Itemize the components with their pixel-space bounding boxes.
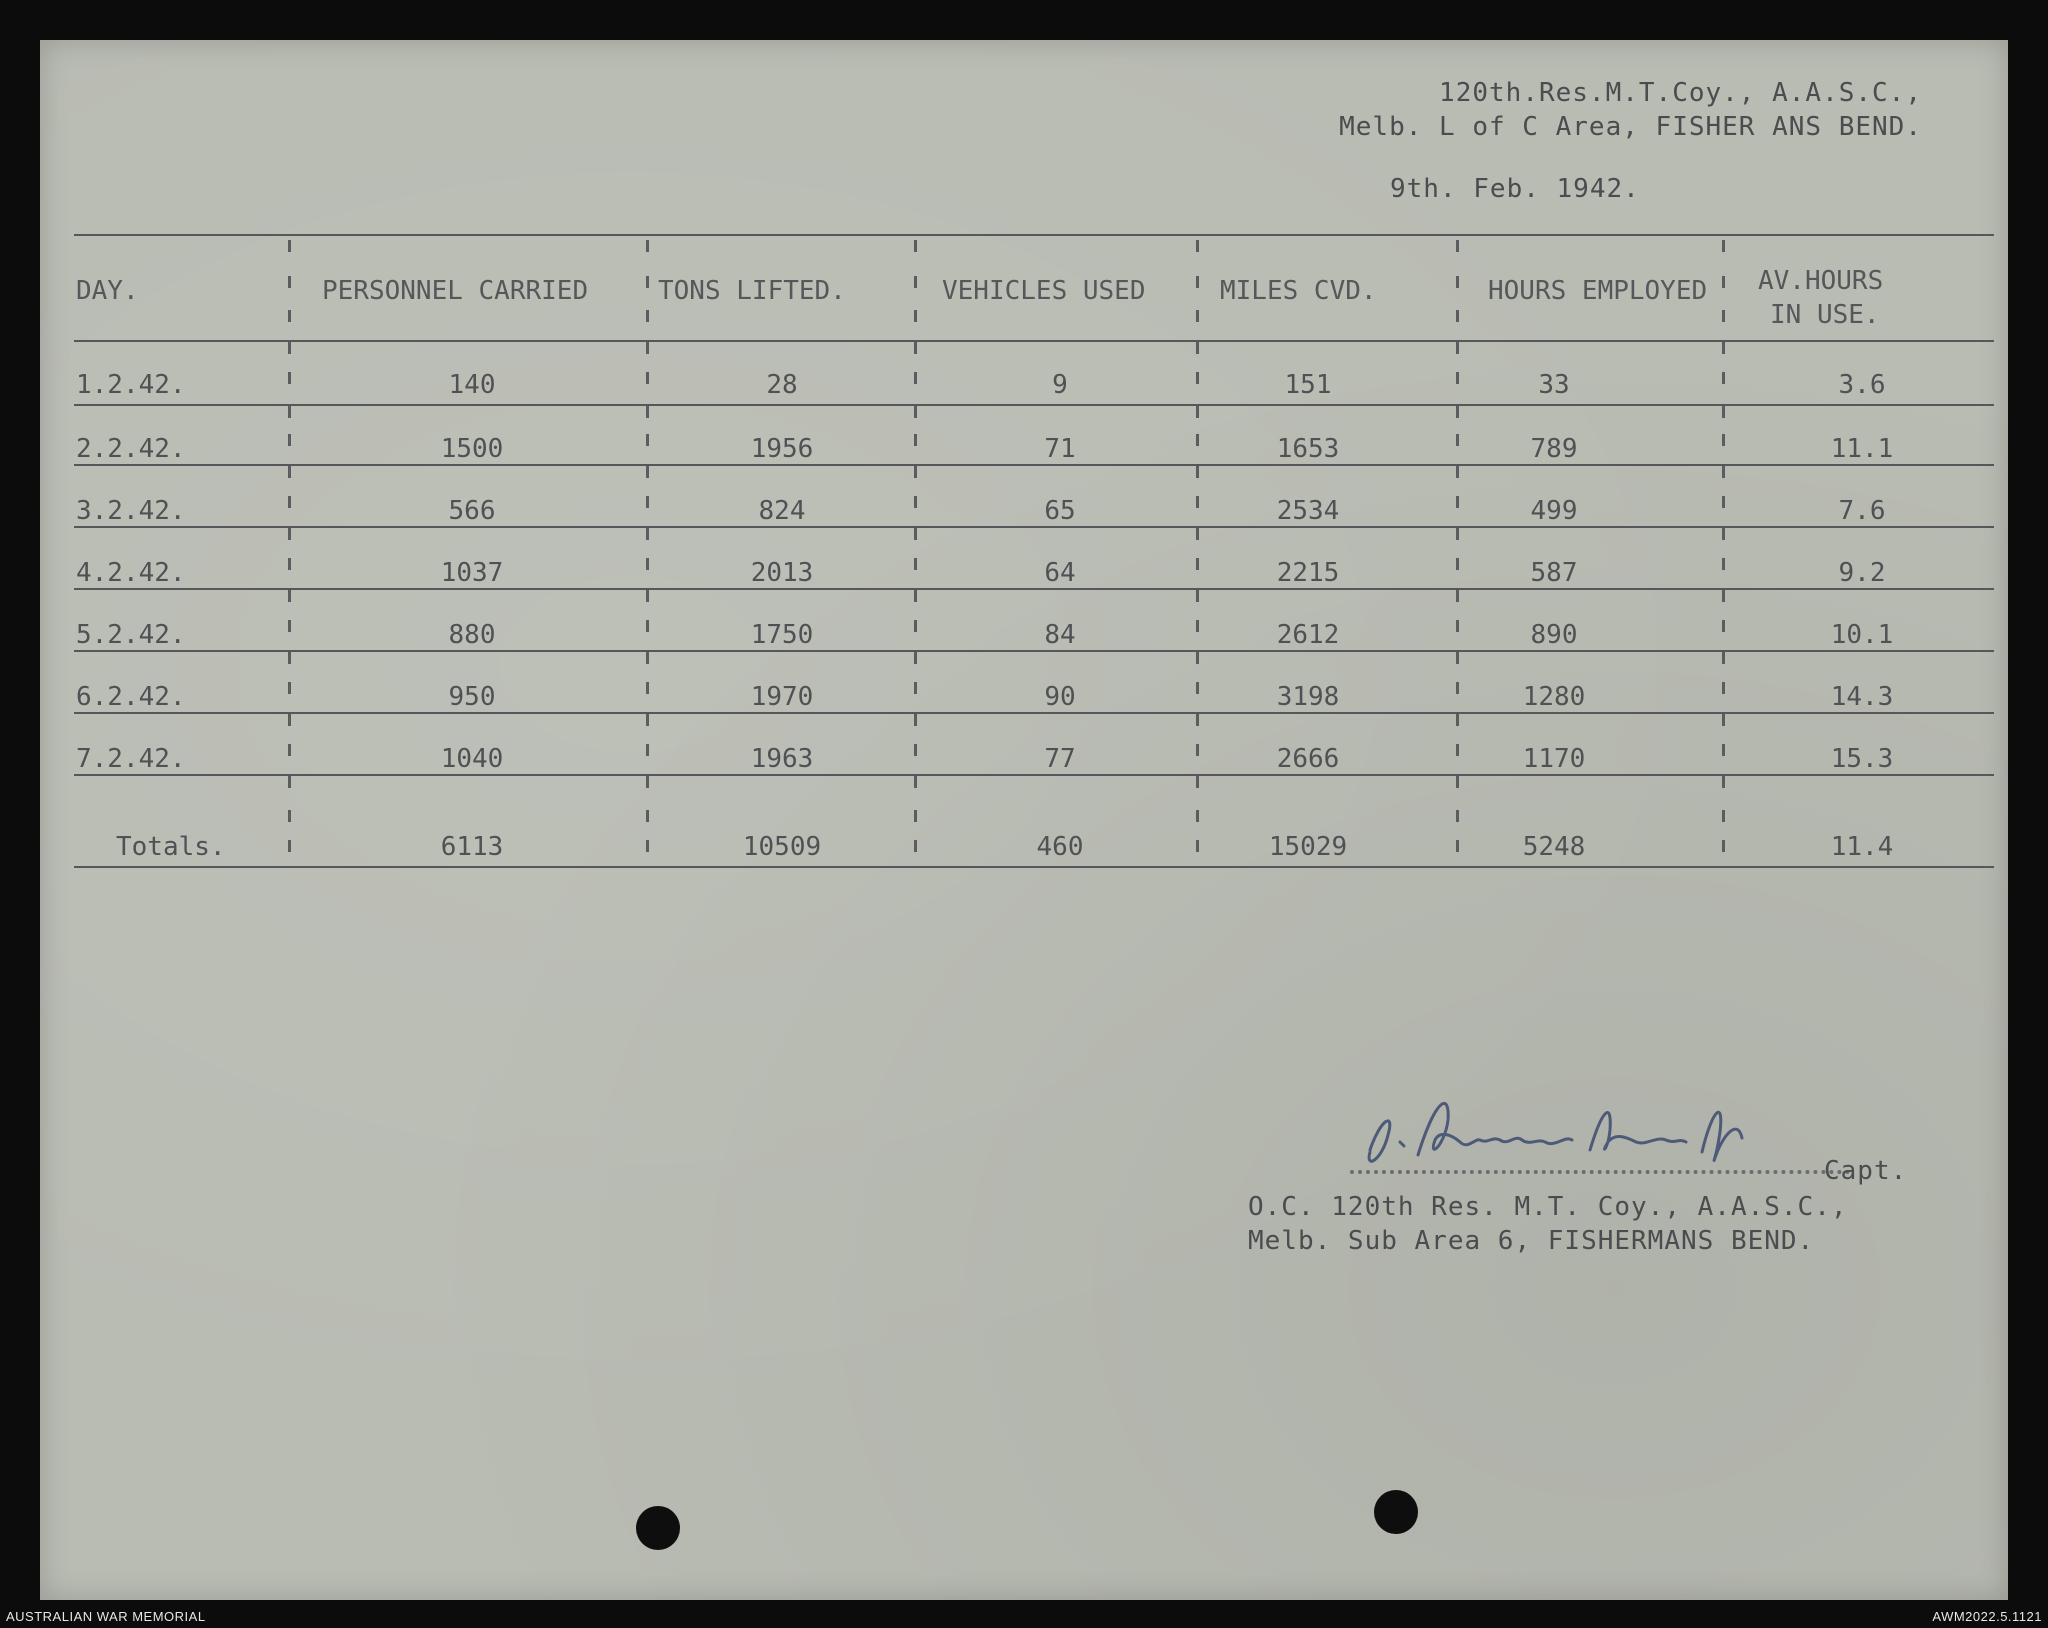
row-7-avhours: 15.3 xyxy=(1830,744,1894,774)
column-tick xyxy=(288,342,291,354)
row-7-vehicles: 77 xyxy=(1044,744,1076,774)
column-tick xyxy=(646,342,649,354)
column-tick xyxy=(288,620,291,632)
column-tick xyxy=(646,840,649,852)
column-tick xyxy=(1456,528,1459,540)
table-bottom-rule xyxy=(74,866,1994,868)
column-tick xyxy=(1196,434,1199,446)
row-2-tons: 1956 xyxy=(750,434,814,464)
column-tick xyxy=(914,342,917,354)
col-header-miles: MILES CVD. xyxy=(1220,276,1377,306)
column-tick xyxy=(1196,310,1199,322)
row-7-day: 7.2.42. xyxy=(76,744,186,774)
column-tick xyxy=(914,372,917,384)
row-4-tons: 2013 xyxy=(750,558,814,588)
column-tick xyxy=(646,744,649,756)
column-tick xyxy=(646,652,649,664)
column-tick xyxy=(1722,310,1725,322)
row-rule xyxy=(74,588,1994,590)
column-tick xyxy=(1456,714,1459,726)
column-tick xyxy=(914,240,917,252)
column-tick xyxy=(288,590,291,602)
column-tick xyxy=(1456,744,1459,756)
column-tick xyxy=(1722,810,1725,822)
row-4-hours: 587 xyxy=(1530,558,1578,588)
reference-caption: AWM2022.5.1121 xyxy=(1932,1609,2042,1624)
column-tick xyxy=(646,276,649,288)
col-header-tons: TONS LIFTED. xyxy=(658,276,846,306)
column-tick xyxy=(1722,714,1725,726)
row-4-day: 4.2.42. xyxy=(76,558,186,588)
column-tick xyxy=(1456,810,1459,822)
column-tick xyxy=(1196,276,1199,288)
column-tick xyxy=(914,310,917,322)
row-rule xyxy=(74,464,1994,466)
column-tick xyxy=(288,240,291,252)
column-tick xyxy=(914,776,917,788)
col-header-avhours-1: AV.HOURS xyxy=(1758,266,1884,296)
column-tick xyxy=(914,590,917,602)
column-tick xyxy=(914,840,917,852)
document-date: 9th. Feb. 1942. xyxy=(1390,174,1640,204)
totals-miles: 15029 xyxy=(1268,832,1348,862)
column-tick xyxy=(288,310,291,322)
column-tick xyxy=(1456,240,1459,252)
row-5-day: 5.2.42. xyxy=(76,620,186,650)
row-3-tons: 824 xyxy=(758,496,806,526)
column-tick xyxy=(1722,240,1725,252)
column-tick xyxy=(914,528,917,540)
col-header-hours: HOURS EMPLOYED xyxy=(1488,276,1708,306)
row-7-tons: 1963 xyxy=(750,744,814,774)
column-tick xyxy=(646,466,649,478)
column-tick xyxy=(288,810,291,822)
column-tick xyxy=(1456,840,1459,852)
column-tick xyxy=(288,496,291,508)
column-tick xyxy=(914,714,917,726)
row-2-hours: 789 xyxy=(1530,434,1578,464)
column-tick xyxy=(1196,840,1199,852)
column-tick xyxy=(1196,372,1199,384)
column-tick xyxy=(1722,620,1725,632)
column-tick xyxy=(1196,652,1199,664)
row-1-tons: 28 xyxy=(766,370,798,400)
column-tick xyxy=(1722,558,1725,570)
column-tick xyxy=(914,496,917,508)
column-tick xyxy=(288,776,291,788)
unit-line-2: Melb. L of C Area, FISHER ANS BEND. xyxy=(1339,112,1922,142)
row-4-miles: 2215 xyxy=(1276,558,1340,588)
row-2-day: 2.2.42. xyxy=(76,434,186,464)
column-tick xyxy=(1196,810,1199,822)
column-tick xyxy=(914,810,917,822)
column-tick xyxy=(288,558,291,570)
column-tick xyxy=(1196,406,1199,418)
row-6-personnel: 950 xyxy=(448,682,496,712)
column-tick xyxy=(1456,682,1459,694)
column-tick xyxy=(1722,406,1725,418)
column-tick xyxy=(288,840,291,852)
row-rule xyxy=(74,712,1994,714)
column-tick xyxy=(288,714,291,726)
row-rule xyxy=(74,650,1994,652)
column-tick xyxy=(1722,652,1725,664)
column-tick xyxy=(288,466,291,478)
column-tick xyxy=(1196,682,1199,694)
column-tick xyxy=(1196,240,1199,252)
column-tick xyxy=(1456,652,1459,664)
row-rule xyxy=(74,526,1994,528)
column-tick xyxy=(1196,590,1199,602)
row-3-miles: 2534 xyxy=(1276,496,1340,526)
column-tick xyxy=(1456,434,1459,446)
column-tick xyxy=(1722,744,1725,756)
row-6-vehicles: 90 xyxy=(1044,682,1076,712)
row-rule xyxy=(74,774,1994,776)
col-header-personnel: PERSONNEL CARRIED xyxy=(322,276,589,306)
document-sheet xyxy=(40,40,2008,1600)
column-tick xyxy=(914,744,917,756)
row-3-personnel: 566 xyxy=(448,496,496,526)
column-tick xyxy=(646,372,649,384)
column-tick xyxy=(1456,558,1459,570)
column-tick xyxy=(1196,528,1199,540)
column-tick xyxy=(646,406,649,418)
signature-dotted-line xyxy=(1350,1170,1850,1178)
column-tick xyxy=(646,528,649,540)
row-2-personnel: 1500 xyxy=(440,434,504,464)
row-6-hours: 1280 xyxy=(1522,682,1586,712)
column-tick xyxy=(1456,776,1459,788)
totals-avhours: 11.4 xyxy=(1830,832,1894,862)
row-1-day: 1.2.42. xyxy=(76,370,186,400)
column-tick xyxy=(1456,620,1459,632)
column-tick xyxy=(1722,776,1725,788)
column-tick xyxy=(1196,620,1199,632)
column-tick xyxy=(1722,434,1725,446)
col-header-day: DAY. xyxy=(76,276,139,306)
row-6-day: 6.2.42. xyxy=(76,682,186,712)
column-tick xyxy=(1722,496,1725,508)
column-tick xyxy=(1196,558,1199,570)
unit-line-1: 120th.Res.M.T.Coy., A.A.S.C., xyxy=(1439,78,1922,108)
row-7-miles: 2666 xyxy=(1276,744,1340,774)
column-tick xyxy=(914,652,917,664)
row-6-avhours: 14.3 xyxy=(1830,682,1894,712)
row-2-miles: 1653 xyxy=(1276,434,1340,464)
column-tick xyxy=(1196,776,1199,788)
row-1-hours: 33 xyxy=(1538,370,1570,400)
column-tick xyxy=(914,434,917,446)
column-tick xyxy=(914,620,917,632)
column-tick xyxy=(1456,496,1459,508)
column-tick xyxy=(288,276,291,288)
column-tick xyxy=(1722,276,1725,288)
totals-vehicles: 460 xyxy=(1036,832,1084,862)
column-tick xyxy=(288,528,291,540)
row-7-hours: 1170 xyxy=(1522,744,1586,774)
header-bottom-rule xyxy=(74,340,1994,342)
row-5-tons: 1750 xyxy=(750,620,814,650)
row-4-vehicles: 64 xyxy=(1044,558,1076,588)
totals-day: Totals. xyxy=(116,832,226,862)
row-3-day: 3.2.42. xyxy=(76,496,186,526)
row-4-personnel: 1037 xyxy=(440,558,504,588)
column-tick xyxy=(1456,310,1459,322)
column-tick xyxy=(1722,466,1725,478)
column-tick xyxy=(1196,744,1199,756)
row-1-miles: 151 xyxy=(1284,370,1332,400)
column-tick xyxy=(288,744,291,756)
column-tick xyxy=(914,406,917,418)
column-tick xyxy=(1722,372,1725,384)
row-6-tons: 1970 xyxy=(750,682,814,712)
column-tick xyxy=(646,558,649,570)
column-tick xyxy=(646,590,649,602)
column-tick xyxy=(288,406,291,418)
column-tick xyxy=(1456,372,1459,384)
row-3-avhours: 7.6 xyxy=(1838,496,1886,526)
col-header-avhours-2: IN USE. xyxy=(1770,300,1880,330)
column-tick xyxy=(914,682,917,694)
col-header-vehicles: VEHICLES USED xyxy=(942,276,1146,306)
column-tick xyxy=(288,434,291,446)
row-1-vehicles: 9 xyxy=(1052,370,1068,400)
column-tick xyxy=(646,434,649,446)
row-2-avhours: 11.1 xyxy=(1830,434,1894,464)
column-tick xyxy=(1456,276,1459,288)
row-5-avhours: 10.1 xyxy=(1830,620,1894,650)
column-tick xyxy=(914,466,917,478)
column-tick xyxy=(914,558,917,570)
row-5-hours: 890 xyxy=(1530,620,1578,650)
column-tick xyxy=(646,682,649,694)
column-tick xyxy=(646,496,649,508)
row-3-vehicles: 65 xyxy=(1044,496,1076,526)
column-tick xyxy=(1196,466,1199,478)
row-2-vehicles: 71 xyxy=(1044,434,1076,464)
row-7-personnel: 1040 xyxy=(440,744,504,774)
column-tick xyxy=(288,372,291,384)
row-5-personnel: 880 xyxy=(448,620,496,650)
row-rule xyxy=(74,404,1994,406)
totals-tons: 10509 xyxy=(742,832,822,862)
column-tick xyxy=(1722,682,1725,694)
column-tick xyxy=(914,276,917,288)
row-5-vehicles: 84 xyxy=(1044,620,1076,650)
column-tick xyxy=(1456,590,1459,602)
column-tick xyxy=(1722,528,1725,540)
signature-rank: Capt. xyxy=(1824,1156,1908,1186)
punch-hole-right xyxy=(1374,1490,1418,1534)
column-tick xyxy=(646,776,649,788)
column-tick xyxy=(1196,714,1199,726)
institution-caption: AUSTRALIAN WAR MEMORIAL xyxy=(6,1609,206,1624)
row-1-personnel: 140 xyxy=(448,370,496,400)
row-1-avhours: 3.6 xyxy=(1838,370,1886,400)
column-tick xyxy=(1456,406,1459,418)
row-5-miles: 2612 xyxy=(1276,620,1340,650)
column-tick xyxy=(1722,590,1725,602)
column-tick xyxy=(288,682,291,694)
totals-personnel: 6113 xyxy=(440,832,504,862)
signature-line-1: O.C. 120th Res. M.T. Coy., A.A.S.C., xyxy=(1248,1192,1848,1222)
column-tick xyxy=(1722,840,1725,852)
column-tick xyxy=(646,810,649,822)
column-tick xyxy=(646,714,649,726)
column-tick xyxy=(1196,496,1199,508)
column-tick xyxy=(288,652,291,664)
column-tick xyxy=(646,240,649,252)
column-tick xyxy=(646,310,649,322)
column-tick xyxy=(646,620,649,632)
signature-line-2: Melb. Sub Area 6, FISHERMANS BEND. xyxy=(1248,1226,1815,1256)
column-tick xyxy=(1722,342,1725,354)
row-4-avhours: 9.2 xyxy=(1838,558,1886,588)
totals-hours: 5248 xyxy=(1522,832,1586,862)
punch-hole-left xyxy=(636,1506,680,1550)
row-6-miles: 3198 xyxy=(1276,682,1340,712)
column-tick xyxy=(1196,342,1199,354)
table-top-rule xyxy=(74,234,1994,236)
column-tick xyxy=(1456,342,1459,354)
column-tick xyxy=(1456,466,1459,478)
row-3-hours: 499 xyxy=(1530,496,1578,526)
